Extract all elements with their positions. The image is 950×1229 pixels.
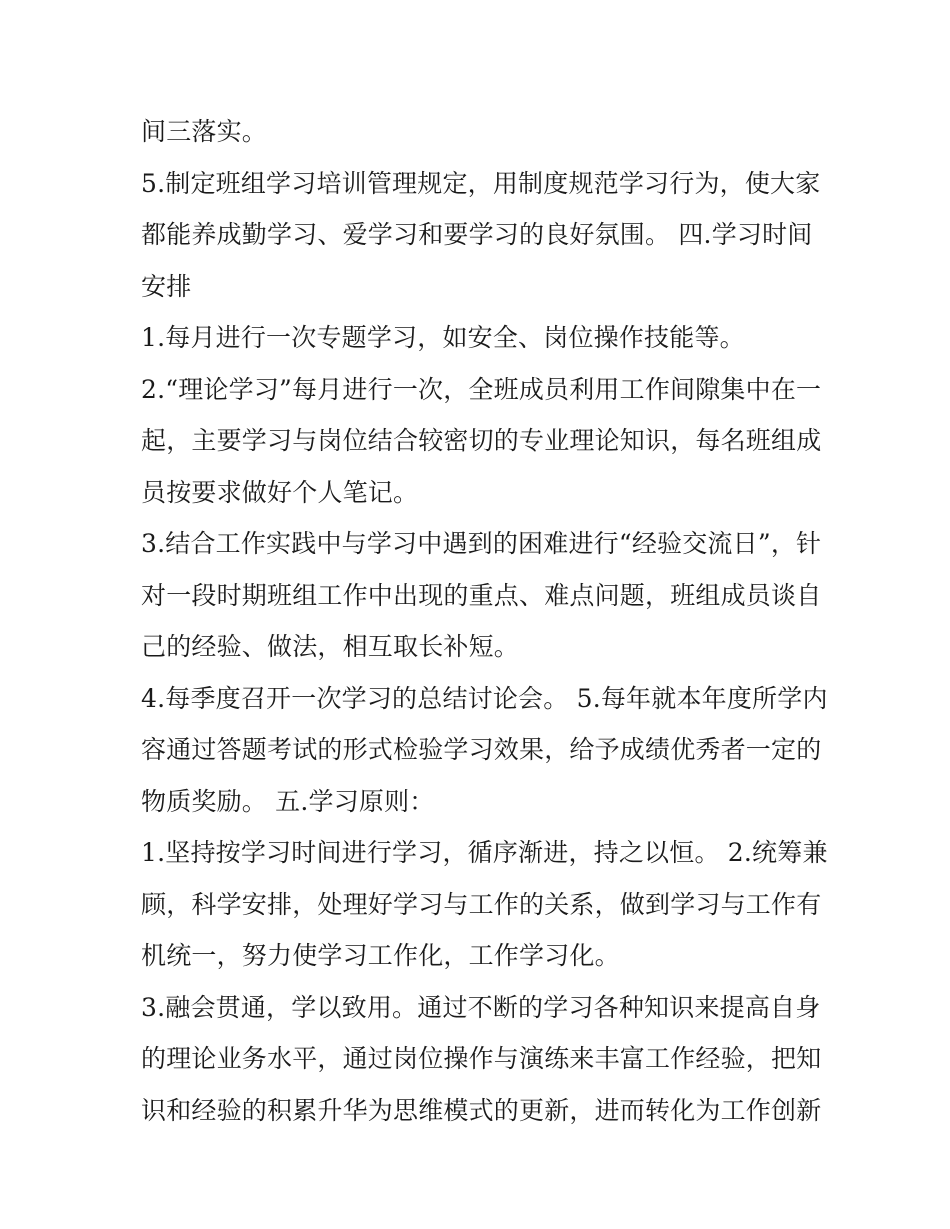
text-line: 5.制定班组学习培训管理规定，用制度规范学习行为，使大家	[141, 168, 821, 198]
text-line: 识和经验的积累升华为思维模式的更新，进而转化为工作创新	[141, 1095, 822, 1125]
text-line: 1.坚持按学习时间进行学习，循序渐进，持之以恒。 2.统筹兼	[141, 838, 828, 867]
text-line: 物质奖励。 五.学习原则：	[141, 786, 435, 816]
text-line: 顾，科学安排，处理好学习与工作的关系，做到学习与工作有	[141, 889, 822, 919]
text-line: 3.融会贯通，学以致用。通过不断的学习各种知识来提高自身	[141, 992, 821, 1022]
text-line: 都能养成勤学习、爱学习和要学习的良好氛围。 四.学习时间	[141, 220, 813, 249]
text-line: 1.每月进行一次专题学习，如安全、岗位操作技能等。	[141, 323, 745, 352]
text-line: 机统一，努力使学习工作化，工作学习化。	[141, 941, 620, 970]
text-line: 对一段时期班组工作中出现的重点、难点问题，班组成员谈自	[141, 580, 822, 610]
text-line: 己的经验、做法，相互取长补短。	[141, 632, 520, 661]
text-line: 容通过答题考试的形式检验学习效果，给予成绩优秀者一定的	[141, 735, 822, 764]
text-line: 4.每季度召开一次学习的总结讨论会。 5.每年就本年度所学内	[141, 683, 828, 713]
text-line: 的理论业务水平，通过岗位操作与演练来丰富工作经验，把知	[141, 1044, 822, 1073]
text-line: 2.“理论学习”每月进行一次，全班成员利用工作间隙集中在一	[141, 374, 822, 404]
text-line: 起，主要学习与岗位结合较密切的专业理论知识，每名班组成	[141, 426, 822, 455]
body-text	[141, 106, 828, 1136]
text-line: 3.结合工作实践中与学习中遇到的困难进行“经验交流日”，针	[141, 529, 822, 558]
text-line: 间三落实。	[141, 117, 268, 146]
text-line: 安排	[141, 271, 192, 301]
text-line: 员按要求做好个人笔记。	[141, 477, 419, 507]
